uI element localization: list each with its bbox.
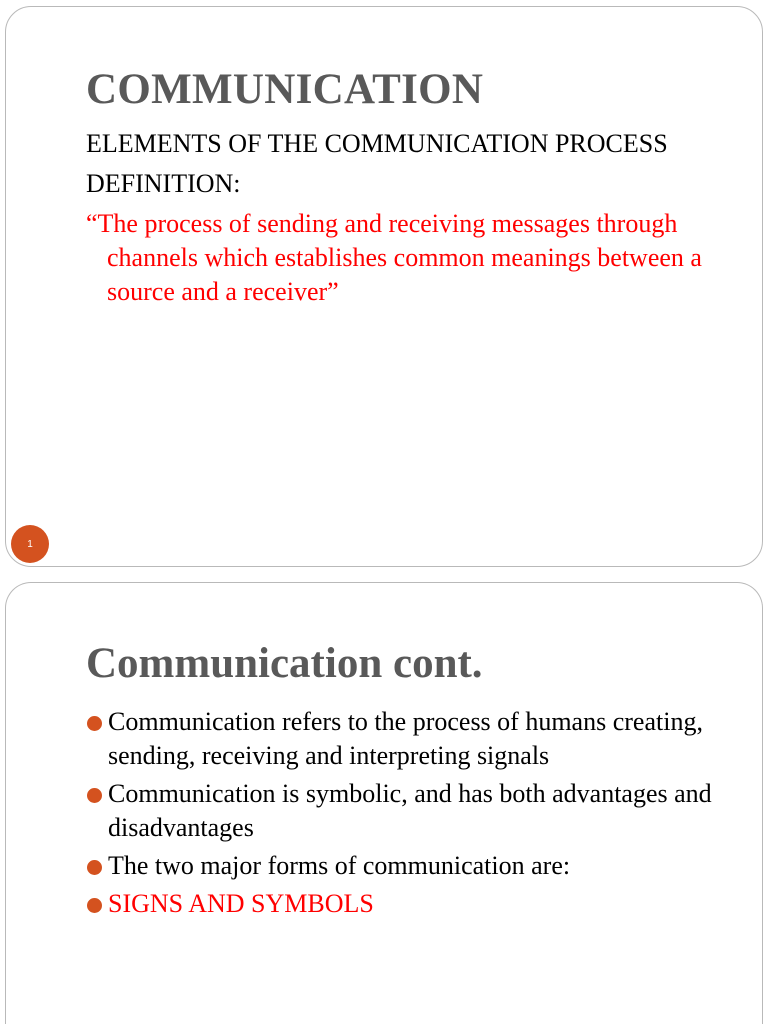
slide-2 (5, 582, 763, 1024)
bullet-text: Communication refers to the process of humans creating, sending, receiving and interpreting signals (108, 707, 703, 770)
bullet-dot-icon (87, 898, 102, 913)
bullet-list (86, 705, 736, 925)
slide-title: COMMUNICATION (86, 66, 484, 113)
slide-number-badge: 1 (11, 525, 49, 563)
bullet-item (86, 887, 736, 921)
bullet-item (86, 849, 736, 883)
bullet-text: The two major forms of communication are: (108, 851, 571, 880)
bullet-text: Communication is symbolic, and has both advantages and disadvantages (108, 779, 712, 842)
bullet-dot-icon (87, 716, 102, 731)
slide-subtitle: ELEMENTS OF THE COMMUNICATION PROCESS (86, 129, 668, 158)
bullet-item (86, 777, 736, 845)
definition-quote: “The process of sending and receiving messages through channels which establishes common meanings between a source and a receiver” (86, 209, 702, 306)
slide-1 (5, 6, 763, 567)
bullet-dot-icon (87, 788, 102, 803)
bullet-text: SIGNS AND SYMBOLS (108, 889, 374, 918)
slide-title: Communication cont. (86, 640, 483, 687)
bullet-dot-icon (87, 860, 102, 875)
bullet-item (86, 705, 736, 773)
definition-label: DEFINITION: (86, 169, 241, 198)
